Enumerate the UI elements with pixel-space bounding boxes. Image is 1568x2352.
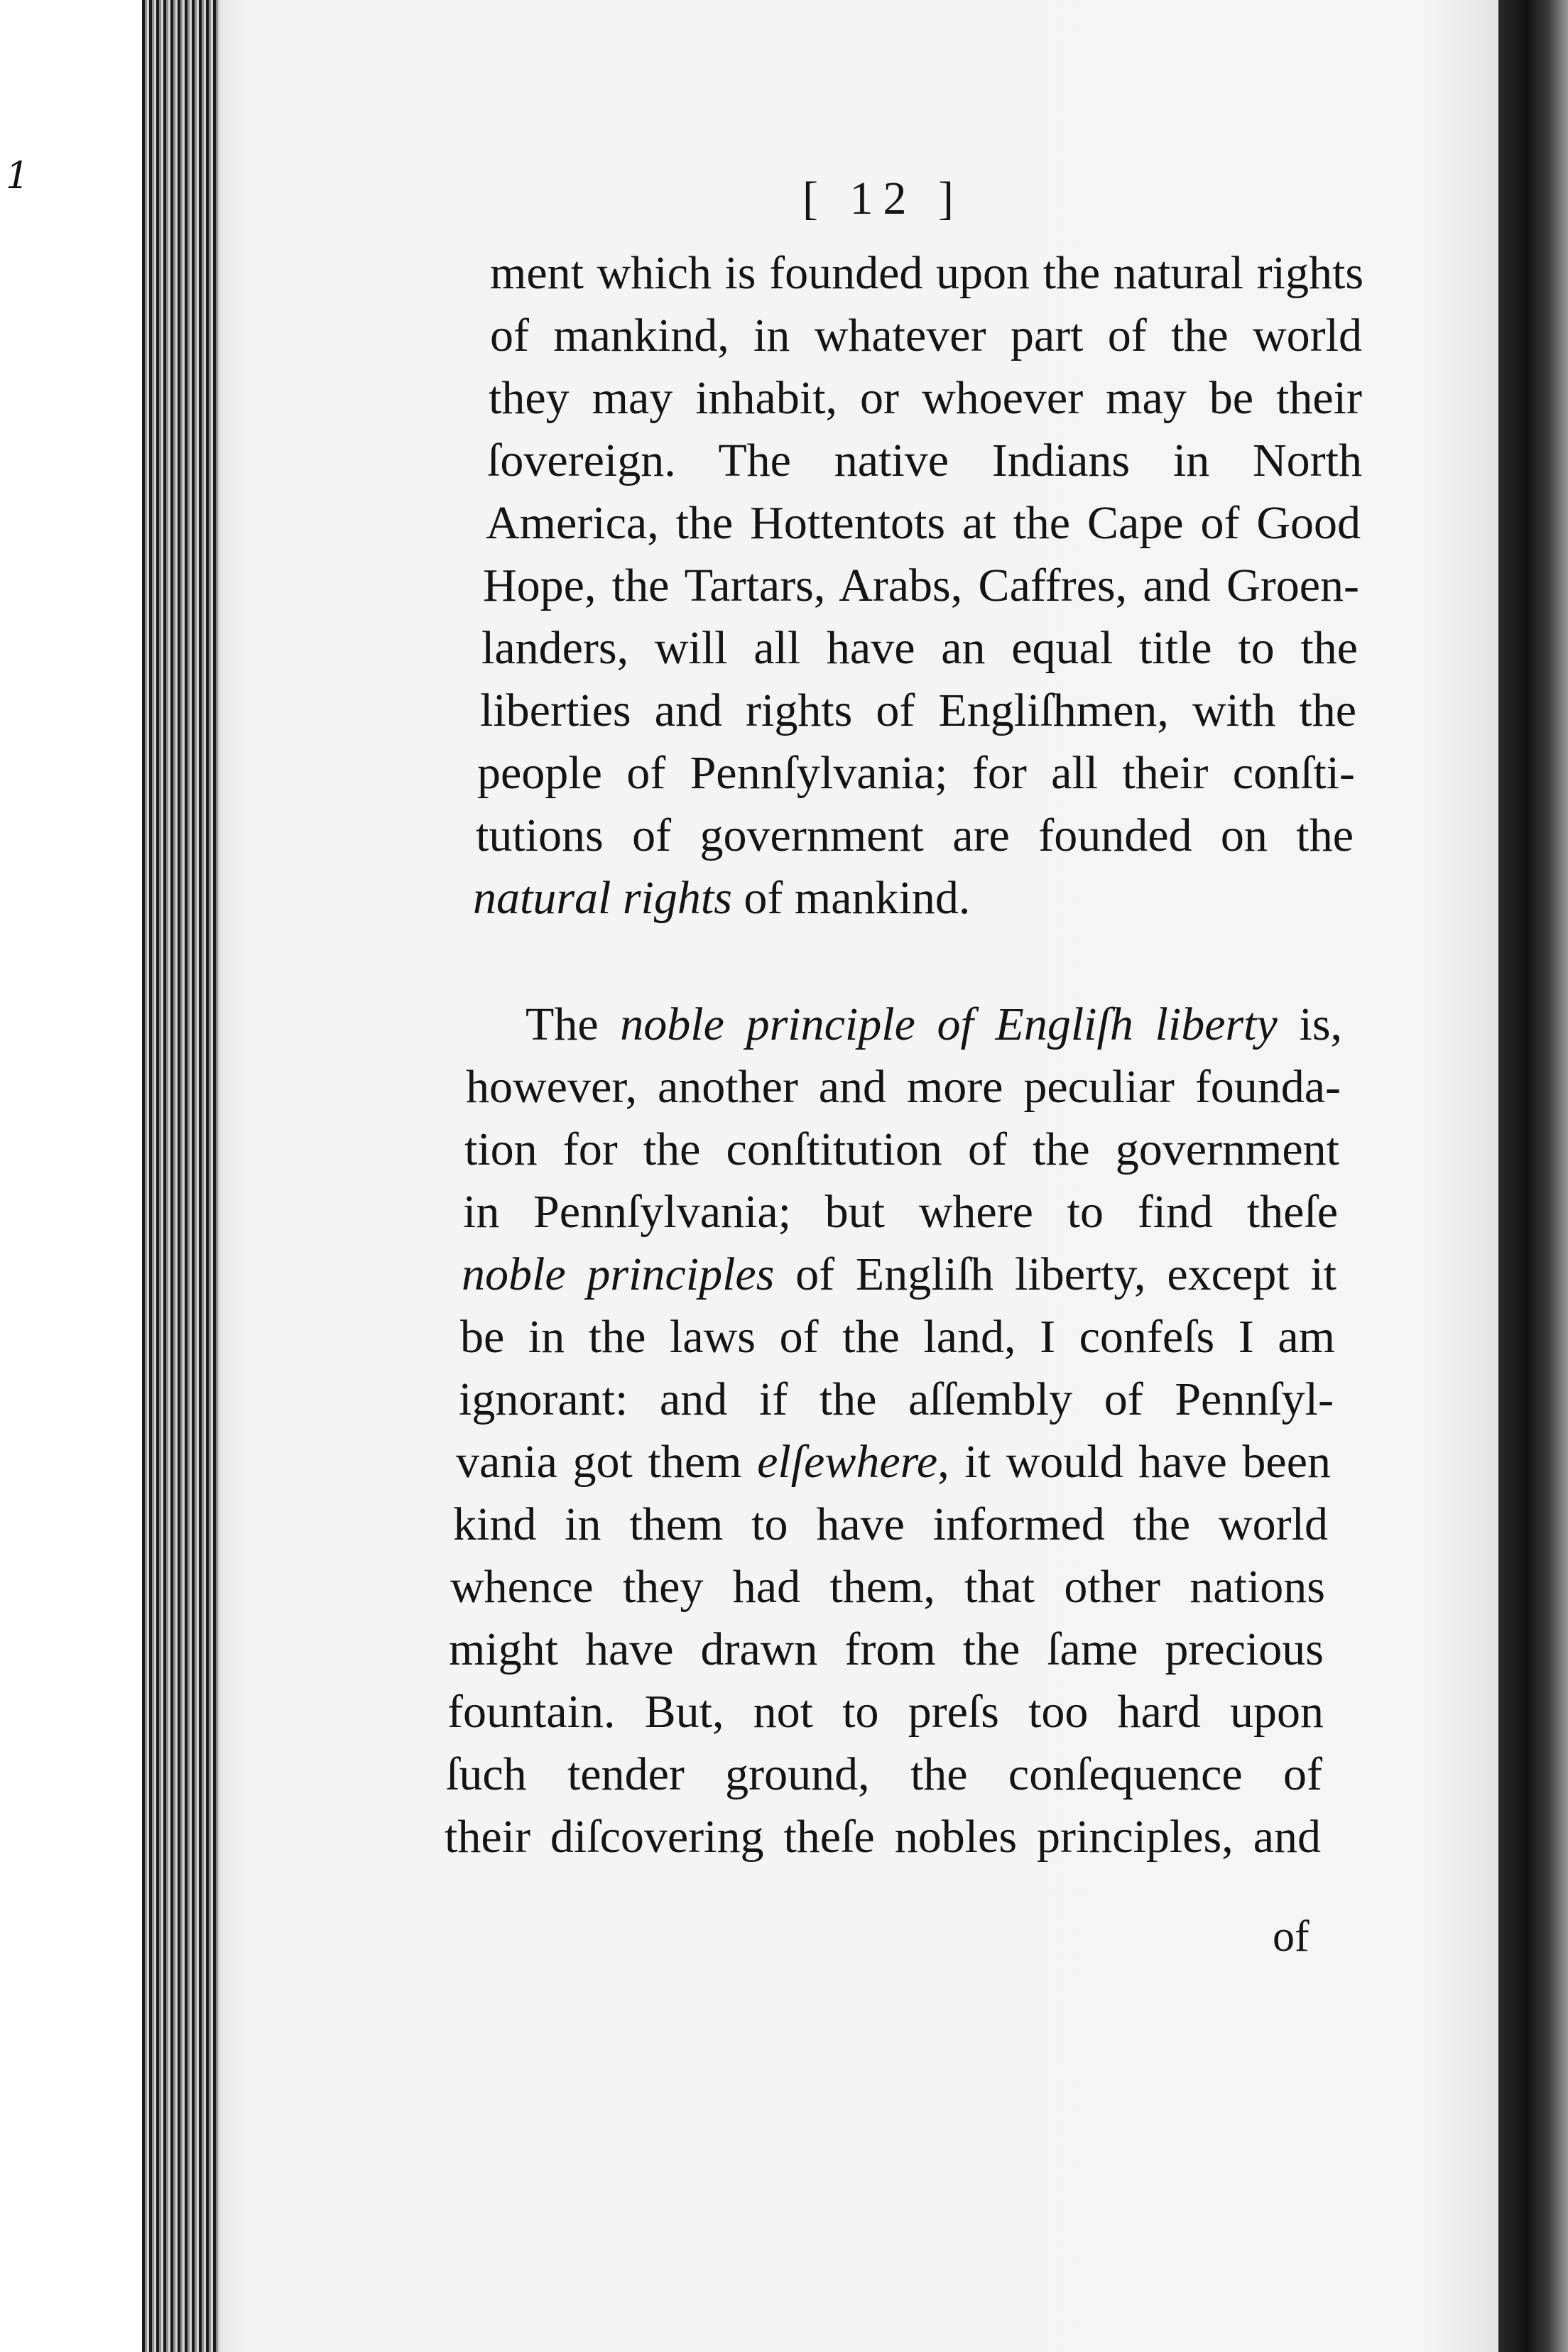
text-line: however, another and more peculiar founda- — [466, 1061, 1341, 1113]
text-line: kind in them to have informed the world — [453, 1498, 1328, 1550]
text-line: liberties and rights of Engliſhmen, with the — [480, 685, 1356, 736]
text-line: be in the laws of the land, I confeſs I am — [460, 1311, 1335, 1363]
text-line — [456, 1436, 1331, 1488]
text-fragment: The — [526, 998, 621, 1050]
text-line: America, the Hottentots at the Cape of Good — [486, 497, 1361, 549]
italic-phrase: elſewhere — [757, 1436, 938, 1488]
text-line: ignorant: and if the aſſembly of Pennſyl- — [459, 1373, 1334, 1425]
text-line: ſuch tender ground, the conſequence of — [446, 1748, 1322, 1800]
text-line — [473, 872, 971, 924]
text-line: their diſcovering theſe nobles principles, and — [445, 1811, 1321, 1863]
binding-shadow — [1498, 0, 1568, 2352]
text-line: fountain. But, not to preſs too hard upon — [447, 1686, 1324, 1738]
text-line: ſovereign. The native Indians in North — [487, 435, 1362, 486]
page-number-header: [ 12 ] — [802, 173, 964, 224]
text-fragment: of mankind. — [731, 872, 971, 924]
text-line: in Pennſylvania; but where to find theſe — [463, 1186, 1338, 1238]
text-line: they may inhabit, or whoever may be their — [489, 372, 1362, 424]
text-fragment: of Engliſh liberty, except it — [774, 1248, 1336, 1300]
text-line: people of Pennſylvania; for all their conſti- — [477, 747, 1355, 799]
text-fragment: is, — [1277, 998, 1342, 1050]
text-line: Hope, the Tartars, Arabs, Caffres, and Groen- — [483, 560, 1359, 611]
text-line: of mankind, in whatever part of the world — [490, 310, 1362, 361]
italic-phrase: noble principles — [462, 1248, 775, 1300]
italic-phrase: noble principle of Engliſh liberty — [620, 998, 1278, 1050]
page-stack-edges — [142, 0, 220, 2352]
margin-mark: 1 — [6, 155, 30, 197]
left-margin — [0, 0, 142, 2352]
catchword: of — [1273, 1912, 1310, 1961]
text-line: whence they had them, that other nations — [450, 1561, 1325, 1613]
text-line — [526, 998, 1342, 1050]
text-fragment: , it would have been — [937, 1436, 1331, 1488]
italic-phrase: natural rights — [473, 872, 732, 924]
text-line: might have drawn from the ſame precious — [449, 1623, 1324, 1675]
text-line: tutions of government are founded on the — [476, 810, 1354, 861]
text-line: landers, will all have an equal title to the — [481, 622, 1358, 674]
text-line: ment which is founded upon the natural rights — [490, 247, 1363, 299]
text-line — [462, 1248, 1336, 1300]
text-fragment: vania got them — [456, 1436, 758, 1488]
text-line: tion for the conſtitution of the government — [464, 1123, 1339, 1175]
